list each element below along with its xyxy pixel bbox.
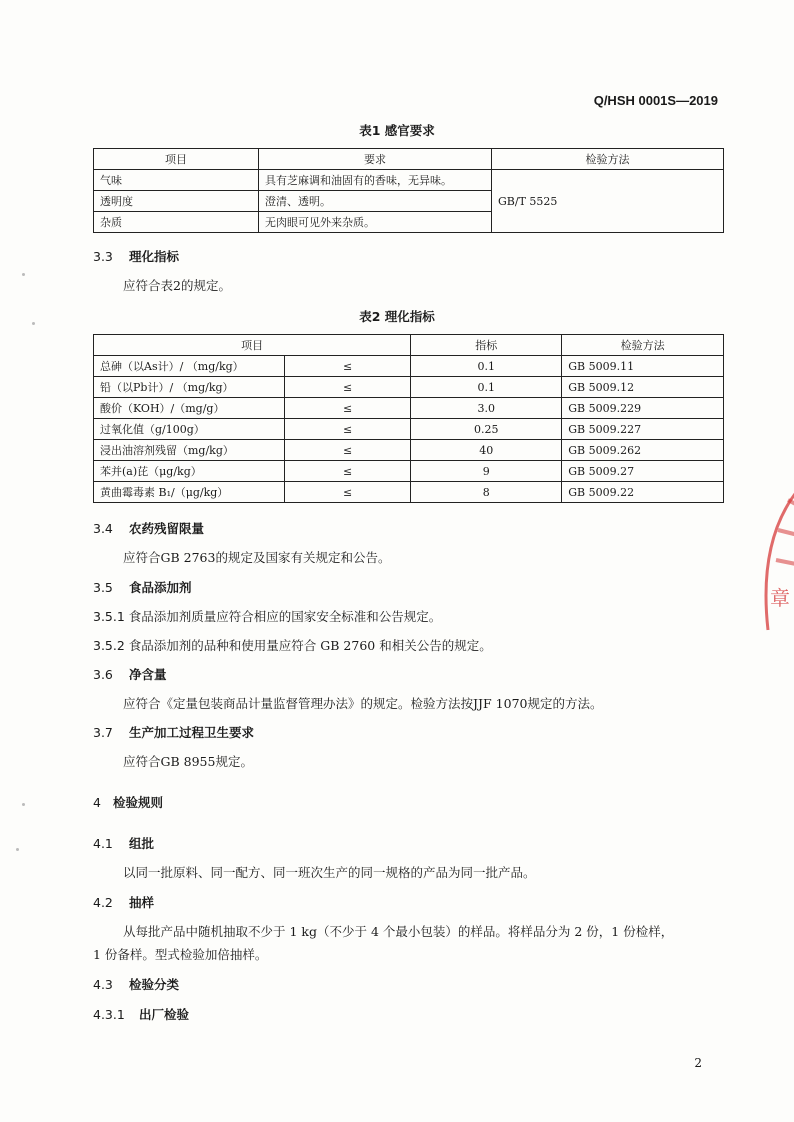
cell-item: 杂质 — [94, 212, 259, 233]
col-method: 检验方法 — [562, 335, 724, 356]
cell-item: 浸出油溶剂残留（mg/kg） — [94, 440, 285, 461]
col-requirement: 要求 — [259, 149, 492, 170]
section-3-6-text: 应符合《定量包装商品计量监督管理办法》的规定。检验方法按JJF 1070规定的方法。 — [123, 696, 603, 711]
page-number: 2 — [694, 1056, 702, 1070]
section-3-6-heading: 3.6 净含量 — [93, 667, 167, 682]
cell-method: GB 5009.262 — [562, 440, 724, 461]
col-limit: 指标 — [411, 335, 562, 356]
scan-speck — [22, 803, 25, 806]
table-row — [94, 356, 724, 377]
red-seal-stamp — [748, 480, 794, 640]
table2-caption: 表2 理化指标 — [359, 309, 435, 324]
cell-operator: ≤ — [285, 440, 411, 461]
col-item: 项目 — [94, 335, 411, 356]
table-header-row — [94, 149, 724, 170]
cell-limit: 0.1 — [411, 356, 562, 377]
col-method: 检验方法 — [492, 149, 724, 170]
table-row — [94, 377, 724, 398]
table-row — [94, 440, 724, 461]
table-row — [94, 170, 724, 191]
sensory-table — [93, 148, 724, 233]
cell-limit: 40 — [411, 440, 562, 461]
section-3-7-heading: 3.7 生产加工过程卫生要求 — [93, 725, 255, 740]
cell-operator: ≤ — [285, 356, 411, 377]
cell-method: GB 5009.27 — [562, 461, 724, 482]
col-item: 项目 — [94, 149, 259, 170]
cell-method: GB 5009.229 — [562, 398, 724, 419]
section-4-3-1-heading: 4.3.1 出厂检验 — [93, 1007, 190, 1022]
cell-operator: ≤ — [285, 482, 411, 503]
seal-stamp-icon — [748, 480, 794, 640]
standard-code: Q/HSH 0001S—2019 — [593, 93, 718, 108]
stamp-text: 章 — [770, 586, 790, 610]
physicochemical-table — [93, 334, 724, 503]
section-3-4-text: 应符合GB 2763的规定及国家有关规定和公告。 — [123, 550, 391, 565]
section-3-5-2: 3.5.2 食品添加剂的品种和使用量应符合 GB 2760 和相关公告的规定。 — [93, 638, 492, 653]
table-header-row — [94, 335, 724, 356]
cell-method: GB 5009.12 — [562, 377, 724, 398]
cell-requirement: 具有芝麻调和油固有的香味，无异味。 — [259, 170, 492, 191]
table-row — [94, 419, 724, 440]
scan-speck — [16, 848, 19, 851]
section-3-3-heading: 3.3 理化指标 — [93, 249, 180, 264]
cell-method: GB/T 5525 — [492, 170, 724, 233]
cell-item: 气味 — [94, 170, 259, 191]
cell-item: 过氧化值（g/100g） — [94, 419, 285, 440]
section-4-2-heading: 4.2 抽样 — [93, 895, 155, 910]
table2-body — [94, 356, 724, 503]
cell-operator: ≤ — [285, 398, 411, 419]
table-row — [94, 461, 724, 482]
cell-item: 铅（以Pb计）/ （mg/kg） — [94, 377, 285, 398]
cell-item: 酸价（KOH）/（mg/g） — [94, 398, 285, 419]
cell-limit: 0.1 — [411, 377, 562, 398]
cell-operator: ≤ — [285, 461, 411, 482]
section-3-3-text: 应符合表2的规定。 — [123, 278, 231, 293]
section-3-5-heading: 3.5 食品添加剂 — [93, 580, 192, 595]
table-row — [94, 398, 724, 419]
cell-item: 总砷（以As计）/ （mg/kg） — [94, 356, 285, 377]
scan-speck — [22, 273, 25, 276]
cell-limit: 9 — [411, 461, 562, 482]
scan-speck — [32, 322, 35, 325]
table1-caption: 表1 感官要求 — [359, 123, 435, 138]
cell-method: GB 5009.11 — [562, 356, 724, 377]
cell-item: 苯并(a)芘（μg/kg） — [94, 461, 285, 482]
section-3-7-text: 应符合GB 8955规定。 — [123, 754, 253, 769]
section-3-5-1: 3.5.1 食品添加剂质量应符合相应的国家安全标准和公告规定。 — [93, 609, 442, 624]
section-4-2-text-line1: 从每批产品中随机抽取不少于 1 kg（不少于 4 个最小包装）的样品。将样品分为 2 份，1 份检样， — [123, 924, 674, 939]
section-4-2-text-line2: 1 份备样。型式检验加倍抽样。 — [93, 947, 268, 962]
cell-limit: 8 — [411, 482, 562, 503]
cell-operator: ≤ — [285, 377, 411, 398]
section-3-4-heading: 3.4 农药残留限量 — [93, 521, 205, 536]
cell-operator: ≤ — [285, 419, 411, 440]
section-4-heading: 4 检验规则 — [93, 795, 164, 810]
section-4-1-heading: 4.1 组批 — [93, 836, 155, 851]
cell-item: 透明度 — [94, 191, 259, 212]
section-4-3-heading: 4.3 检验分类 — [93, 977, 180, 992]
cell-limit: 3.0 — [411, 398, 562, 419]
cell-method: GB 5009.227 — [562, 419, 724, 440]
cell-requirement: 澄清、透明。 — [259, 191, 492, 212]
table-row — [94, 482, 724, 503]
cell-limit: 0.25 — [411, 419, 562, 440]
cell-requirement: 无肉眼可见外来杂质。 — [259, 212, 492, 233]
section-4-1-text: 以同一批原料、同一配方、同一班次生产的同一规格的产品为同一批产品。 — [123, 865, 536, 880]
cell-method: GB 5009.22 — [562, 482, 724, 503]
cell-item: 黄曲霉毒素 B₁/（μg/kg） — [94, 482, 285, 503]
